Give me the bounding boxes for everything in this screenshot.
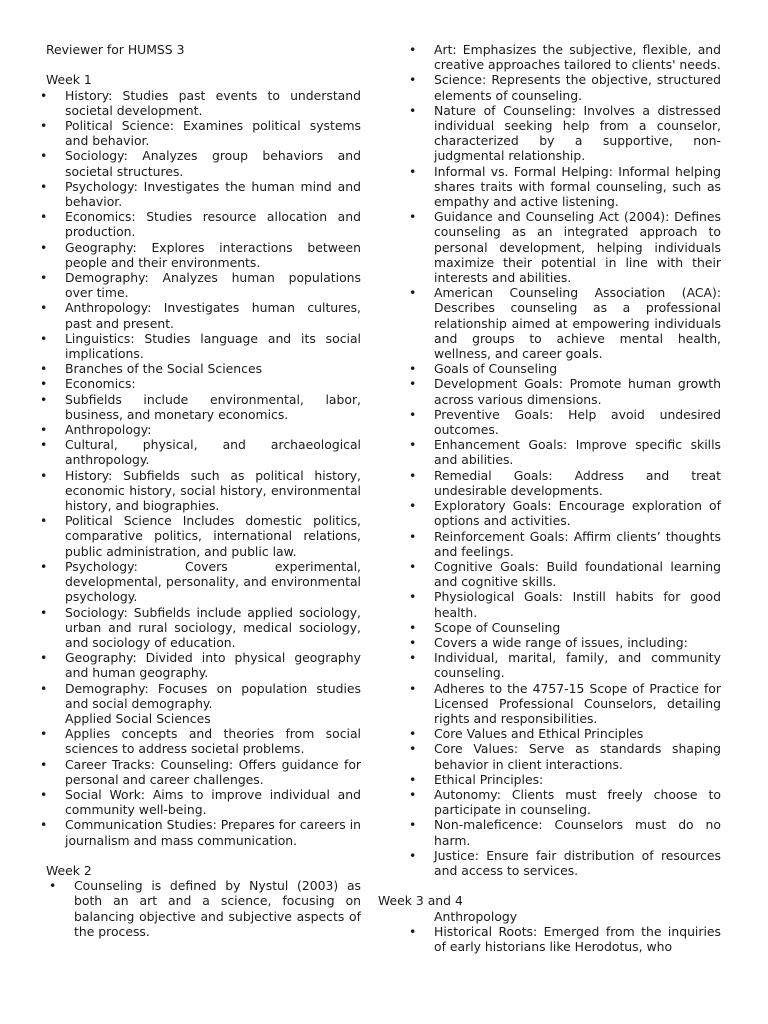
list-item: • Geography: Explores interactions between people and their environments.: [46, 240, 361, 270]
list-item: • Enhancement Goals: Improve specific skills and abilities.: [406, 437, 721, 467]
list-item: • History: Subfields such as political history, economic history, social history, environmental history, and biographies.: [46, 468, 361, 514]
list-item: • Science: Represents the objective, structured elements of counseling.: [406, 72, 721, 102]
list-item: • Sociology: Subfields include applied sociology, urban and rural sociology, medical sociology, and sociology of education.: [46, 605, 361, 651]
week2-heading: Week 2: [46, 862, 92, 878]
list-item: • Political Science: Examines political systems and behavior.: [46, 118, 361, 148]
list-item: • History: Studies past events to understand societal development.: [46, 88, 361, 118]
list-item: • Career Tracks: Counseling: Offers guidance for personal and career challenges.: [46, 757, 361, 787]
list-item: • Development Goals: Promote human growth across various dimensions.: [406, 376, 721, 406]
right-list: [406, 42, 721, 878]
week34-heading: Week 3 and 4: [378, 893, 463, 909]
week1-list2: [46, 726, 361, 848]
left-column: [46, 42, 361, 939]
list-item: • Demography: Analyzes human populations over time.: [46, 270, 361, 300]
list-item: • Branches of the Social Sciences: [46, 361, 361, 376]
list-item: • Anthropology:: [46, 422, 361, 437]
right-column: [378, 42, 721, 954]
week2-list: [46, 878, 361, 939]
list-item: • Economics: Studies resource allocation and production.: [46, 209, 361, 239]
list-item: • Reinforcement Goals: Affirm clients’ thoughts and feelings.: [406, 529, 721, 559]
list-item: • Informal vs. Formal Helping: Informal helping shares traits with formal counseling, such as empathy and active listening.: [406, 164, 721, 210]
list-item: • Non-maleficence: Counselors must do no harm.: [406, 817, 721, 847]
list-item: • Demography: Focuses on population studies and social demography.: [46, 681, 361, 711]
list-item: • Physiological Goals: Instill habits for good health.: [406, 589, 721, 619]
list-item: • Autonomy: Clients must freely choose to participate in counseling.: [406, 787, 721, 817]
list-item: • Goals of Counseling: [406, 361, 721, 376]
list-item: • Communication Studies: Prepares for careers in journalism and mass communication.: [46, 817, 361, 847]
list-item: • Economics:: [46, 376, 361, 391]
list-item: • Psychology: Covers experimental, developmental, personality, and environmental psychology.: [46, 559, 361, 605]
list-item: • Counseling is defined by Nystul (2003) as both an art and a science, focusing on balancing objective and subjective aspects of the process.: [46, 878, 361, 939]
list-item: • American Counseling Association (ACA): Describes counseling as a professional relationship aimed at empowering individuals and groups to achieve mental health, wellness, and career goals.: [406, 285, 721, 361]
list-item: • Subfields include environmental, labor, business, and monetary economics.: [46, 392, 361, 422]
list-item: • Core Values and Ethical Principles: [406, 726, 721, 741]
week34-list: [406, 924, 721, 954]
list-item: • Remedial Goals: Address and treat undesirable developments.: [406, 468, 721, 498]
list-item: • Nature of Counseling: Involves a distressed individual seeking help from a counselor, characterized by a supportive, non-judgmental relationship.: [406, 103, 721, 164]
list-item: • Exploratory Goals: Encourage exploration of options and activities.: [406, 498, 721, 528]
list-item: • Sociology: Analyzes group behaviors and societal structures.: [46, 148, 361, 178]
list-item: • Covers a wide range of issues, including:: [406, 635, 721, 650]
list-item: • Historical Roots: Emerged from the inquiries of early historians like Herodotus, who: [406, 924, 721, 954]
week1-list: [46, 88, 361, 711]
list-item: • Guidance and Counseling Act (2004): Defines counseling as an integrated approach to personal development, helping individuals maximize their potential in line with their interests and abilities.: [406, 209, 721, 285]
list-item: • Psychology: Investigates the human mind and behavior.: [46, 179, 361, 209]
list-item: • Adheres to the 4757-15 Scope of Practice for Licensed Professional Counselors, detailing rights and responsibilities.: [406, 681, 721, 727]
list-item: • Individual, marital, family, and community counseling.: [406, 650, 721, 680]
list-item: • Justice: Ensure fair distribution of resources and access to services.: [406, 848, 721, 878]
list-item: • Core Values: Serve as standards shaping behavior in client interactions.: [406, 741, 721, 771]
list-item: • Geography: Divided into physical geography and human geography.: [46, 650, 361, 680]
list-item: • Anthropology: Investigates human cultures, past and present.: [46, 300, 361, 330]
list-item: • Applies concepts and theories from social sciences to address societal problems.: [46, 726, 361, 756]
document-title: Reviewer for HUMSS 3: [46, 42, 185, 57]
list-item: • Political Science Includes domestic politics, comparative politics, international relations, public administration, and public law.: [46, 513, 361, 559]
list-item: • Social Work: Aims to improve individual and community well-being.: [46, 787, 361, 817]
list-item: • Cultural, physical, and archaeological anthropology.: [46, 437, 361, 467]
anthropology-heading: Anthropology: [434, 908, 518, 924]
list-item: • Scope of Counseling: [406, 620, 721, 635]
list-item: • Art: Emphasizes the subjective, flexible, and creative approaches tailored to clients' needs.: [406, 42, 721, 72]
applied-social-sciences-heading: Applied Social Sciences: [65, 710, 211, 726]
week1-heading: Week 1: [46, 72, 92, 88]
list-item: • Preventive Goals: Help avoid undesired outcomes.: [406, 407, 721, 437]
list-item: • Linguistics: Studies language and its social implications.: [46, 331, 361, 361]
list-item: • Ethical Principles:: [406, 772, 721, 787]
list-item: • Cognitive Goals: Build foundational learning and cognitive skills.: [406, 559, 721, 589]
